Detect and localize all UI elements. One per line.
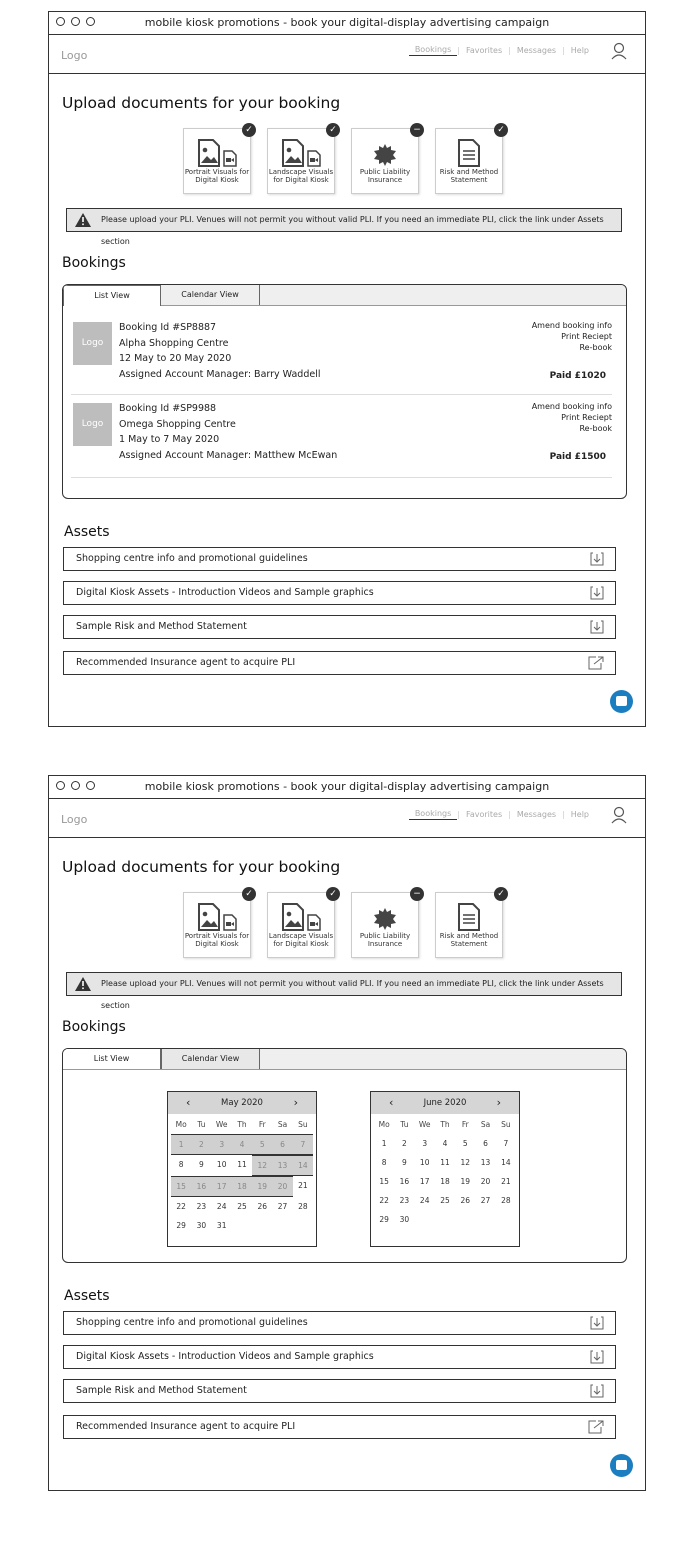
calendar-day[interactable]: 26: [257, 1202, 268, 1211]
rebook-link[interactable]: Re-book: [579, 424, 612, 433]
booking-item[interactable]: [71, 403, 612, 478]
navbar: [49, 799, 645, 838]
weekday-label: Mo: [175, 1120, 187, 1129]
calendar-day[interactable]: 29: [176, 1221, 186, 1230]
calendar-june: [370, 1091, 520, 1247]
logo[interactable]: Logo: [61, 49, 88, 62]
weekday-label: Th: [440, 1120, 450, 1129]
calendar-day[interactable]: 19: [460, 1177, 471, 1186]
nav-messages[interactable]: Messages: [516, 46, 557, 55]
calendar-day[interactable]: 13: [480, 1158, 491, 1167]
calendar-day[interactable]: 10: [419, 1158, 430, 1167]
nav-help[interactable]: Help: [570, 46, 589, 55]
download-icon[interactable]: [590, 620, 604, 634]
image-file-icon: [197, 903, 221, 931]
calendar-day[interactable]: 4: [232, 1134, 252, 1155]
calendar-day[interactable]: 21: [298, 1181, 308, 1190]
amend-booking-link[interactable]: Amend booking info: [531, 402, 612, 411]
booking-venue: Alpha Shopping Centre: [119, 337, 229, 349]
calendar-day[interactable]: 4: [442, 1139, 448, 1148]
booking-id: Booking Id #SP8887: [119, 322, 217, 333]
paid-amount: Paid £1020: [549, 371, 606, 381]
calendar-day[interactable]: 20: [480, 1177, 491, 1186]
booking-dates: 12 May to 20 May 2020: [119, 353, 232, 364]
logo[interactable]: Logo: [61, 813, 88, 826]
calendar-day[interactable]: 8: [178, 1160, 184, 1169]
external-link-icon[interactable]: [588, 1420, 604, 1434]
nav-favorites[interactable]: Favorites: [465, 810, 503, 819]
doc-card-risk-method-statement[interactable]: [435, 889, 505, 958]
amend-booking-link[interactable]: Amend booking info: [531, 321, 612, 330]
calendar-header: [168, 1092, 316, 1114]
doc-card-public-liability-insurance[interactable]: [351, 889, 421, 958]
video-file-icon: [307, 150, 321, 167]
image-file-icon: [281, 903, 305, 931]
asset-item[interactable]: [63, 1415, 616, 1439]
venue-logo: Logo: [73, 403, 112, 446]
tab-list-view[interactable]: List View: [63, 285, 161, 306]
external-link-icon[interactable]: [588, 656, 604, 670]
nav-help[interactable]: Help: [570, 810, 589, 819]
print-receipt-link[interactable]: Print Reciept: [561, 332, 612, 341]
asset-item[interactable]: [63, 651, 616, 675]
calendar-day[interactable]: 25: [440, 1196, 450, 1205]
window-list-view: [48, 11, 646, 727]
calendar-day[interactable]: 20: [272, 1176, 292, 1197]
title-bar: [49, 12, 645, 35]
bookings-panel: [62, 1048, 627, 1263]
asset-label: Sample Risk and Method Statement: [76, 621, 247, 632]
calendar-day[interactable]: 22: [379, 1196, 389, 1205]
calendar-day[interactable]: 18: [232, 1176, 252, 1197]
doc-label: Landscape Visuals for Digital Kiosk: [268, 168, 334, 184]
asset-label: Recommended Insurance agent to acquire PLI: [76, 657, 296, 668]
chevron-right-icon[interactable]: ›: [496, 1096, 501, 1109]
calendar-grid: [371, 1114, 519, 1231]
asset-item[interactable]: [63, 1345, 616, 1369]
calendar-day[interactable]: 31: [216, 1221, 227, 1230]
calendar-day[interactable]: 29: [379, 1215, 389, 1224]
calendar-day[interactable]: 5: [462, 1139, 468, 1148]
calendar-day[interactable]: 23: [196, 1202, 207, 1211]
weekday-label: Fr: [258, 1120, 266, 1129]
upload-heading: Upload documents for your booking: [62, 94, 341, 112]
bookings-heading: Bookings: [62, 255, 126, 271]
user-profile-icon[interactable]: [611, 806, 627, 824]
download-icon[interactable]: [590, 1316, 604, 1330]
calendar-header: [371, 1092, 519, 1114]
calendar-month: May 2020: [221, 1098, 263, 1108]
booking-actions: [532, 320, 612, 353]
video-file-icon: [223, 150, 237, 167]
calendar-day[interactable]: 18: [440, 1177, 450, 1186]
assets-heading: Assets: [64, 1288, 110, 1304]
minus-icon: −: [410, 887, 424, 901]
calendar-day[interactable]: 2: [191, 1134, 211, 1155]
doc-label: Risk and Method Statement: [439, 168, 499, 184]
weekday-label: We: [215, 1120, 228, 1129]
doc-card-public-liability-insurance[interactable]: [351, 125, 421, 194]
calendar-day[interactable]: 3: [422, 1139, 428, 1148]
doc-label: Portrait Visuals for Digital Kiosk: [184, 932, 250, 948]
asset-item[interactable]: [63, 581, 616, 605]
check-icon: ✓: [242, 123, 256, 137]
calendar-day[interactable]: 17: [212, 1176, 232, 1197]
calendar-day[interactable]: 16: [191, 1176, 211, 1197]
image-file-icon: [197, 139, 221, 167]
image-file-icon: [281, 139, 305, 167]
bookings-panel: [62, 284, 627, 499]
calendar-day[interactable]: 27: [277, 1202, 288, 1211]
calendar-grid: [168, 1114, 316, 1237]
document-icon: [457, 139, 481, 167]
weekday-label: Su: [298, 1120, 308, 1129]
calendar-day[interactable]: 22: [176, 1202, 186, 1211]
doc-card-risk-method-statement[interactable]: [435, 125, 505, 194]
calendar-day[interactable]: 6: [483, 1139, 488, 1148]
account-manager: Assigned Account Manager: Matthew McEwan: [119, 449, 338, 461]
alert-text: Please upload your PLI. Venues will not permit you without valid PLI. If you need an immediate PLI, click the link under Assets section: [101, 979, 604, 1010]
calendar-day[interactable]: 13: [272, 1155, 292, 1176]
check-icon: ✓: [494, 887, 508, 901]
weekday-label: Tu: [400, 1120, 409, 1129]
calendar-day[interactable]: 14: [293, 1155, 313, 1176]
document-cards: [183, 889, 505, 958]
asset-item[interactable]: [63, 1311, 616, 1335]
calendar-day[interactable]: 11: [440, 1158, 450, 1167]
chevron-left-icon[interactable]: ‹: [389, 1096, 394, 1109]
venue-logo: Logo: [73, 322, 112, 365]
certificate-seal-icon: [373, 143, 397, 167]
doc-label: Public Liability Insurance: [359, 168, 411, 184]
certificate-seal-icon: [373, 907, 397, 931]
asset-label: Digital Kiosk Assets - Introduction Videos and Sample graphics: [76, 1351, 374, 1362]
navbar: [49, 35, 645, 74]
window-calendar-view: [48, 775, 646, 1491]
calendar-day[interactable]: 9: [402, 1158, 407, 1167]
booking-details: [119, 401, 337, 463]
calendar-day[interactable]: 6: [272, 1134, 292, 1155]
rebook-link[interactable]: Re-book: [579, 343, 612, 352]
calendar-day[interactable]: 30: [399, 1215, 410, 1224]
booking-details: [119, 320, 320, 382]
calendar-day[interactable]: 28: [298, 1202, 308, 1211]
calendar-day[interactable]: 5: [252, 1134, 272, 1155]
calendar-day[interactable]: 1: [381, 1139, 387, 1148]
account-manager: Assigned Account Manager: Barry Waddell: [119, 368, 321, 380]
tab-calendar-view[interactable]: Calendar View: [161, 1049, 260, 1069]
pli-alert: [66, 972, 622, 1010]
tab-calendar-view[interactable]: Calendar View: [161, 285, 260, 305]
chevron-left-icon[interactable]: ‹: [186, 1096, 191, 1109]
video-file-icon: [223, 914, 237, 931]
check-icon: ✓: [326, 123, 340, 137]
calendar-day[interactable]: 2: [402, 1139, 407, 1148]
weekday-label: Fr: [461, 1120, 469, 1129]
calendar-day[interactable]: 21: [501, 1177, 511, 1186]
asset-item[interactable]: [63, 547, 616, 571]
calendar-may: [167, 1091, 317, 1247]
calendar-day[interactable]: 24: [419, 1196, 430, 1205]
calendar-day[interactable]: 17: [419, 1177, 430, 1186]
booking-actions: [532, 401, 612, 434]
warning-icon: [75, 213, 91, 227]
asset-item[interactable]: [63, 615, 616, 639]
asset-label: Digital Kiosk Assets - Introduction Videos and Sample graphics: [76, 587, 374, 598]
calendar-day[interactable]: 16: [399, 1177, 410, 1186]
chat-icon[interactable]: [610, 1454, 633, 1477]
calendar-day[interactable]: 12: [460, 1158, 471, 1167]
document-cards: [183, 125, 505, 194]
weekday-label: Mo: [378, 1120, 390, 1129]
document-icon: [457, 903, 481, 931]
calendar-day[interactable]: 7: [293, 1134, 313, 1155]
weekday-label: Sa: [480, 1120, 491, 1129]
calendar-day[interactable]: 28: [501, 1196, 511, 1205]
calendar-day[interactable]: 30: [196, 1221, 207, 1230]
asset-label: Sample Risk and Method Statement: [76, 1385, 247, 1396]
booking-item[interactable]: [71, 322, 612, 395]
doc-label: Portrait Visuals for Digital Kiosk: [184, 168, 250, 184]
nav-menu: Bookings | Favorites | Messages | Help: [409, 809, 595, 820]
calendar-day[interactable]: 3: [212, 1134, 232, 1155]
calendar-day[interactable]: 26: [460, 1196, 471, 1205]
calendar-month: June 2020: [423, 1098, 467, 1108]
minus-icon: −: [410, 123, 424, 137]
doc-card-portrait-visuals[interactable]: [183, 125, 253, 194]
calendar-day[interactable]: 9: [199, 1160, 204, 1169]
doc-label: Public Liability Insurance: [359, 932, 411, 948]
doc-card-portrait-visuals[interactable]: [183, 889, 253, 958]
booking-id: Booking Id #SP9988: [119, 403, 217, 414]
calendar-day[interactable]: 11: [237, 1160, 247, 1169]
doc-card-landscape-visuals[interactable]: [267, 125, 337, 194]
video-file-icon: [307, 914, 321, 931]
nav-bookings[interactable]: Bookings: [409, 809, 457, 820]
nav-menu: Bookings | Favorites | Messages | Help: [409, 45, 595, 56]
window-title: mobile kiosk promotions - book your digital-display advertising campaign: [144, 16, 550, 29]
chevron-right-icon[interactable]: ›: [293, 1096, 298, 1109]
calendar-day[interactable]: 8: [381, 1158, 387, 1167]
weekday-label: Th: [237, 1120, 247, 1129]
weekday-label: Sa: [277, 1120, 288, 1129]
nav-bookings[interactable]: Bookings: [409, 45, 457, 56]
calendar-day[interactable]: 24: [216, 1202, 227, 1211]
doc-label: Landscape Visuals for Digital Kiosk: [268, 932, 334, 948]
doc-card-landscape-visuals[interactable]: [267, 889, 337, 958]
calendar-day[interactable]: 15: [379, 1177, 389, 1186]
warning-icon: [75, 977, 91, 991]
doc-label: Risk and Method Statement: [439, 932, 499, 948]
booking-dates: 1 May to 7 May 2020: [119, 434, 220, 445]
calendar-day[interactable]: 7: [503, 1139, 509, 1148]
upload-heading: Upload documents for your booking: [62, 858, 341, 876]
calendar-day[interactable]: 12: [252, 1155, 272, 1176]
user-profile-icon[interactable]: [611, 42, 627, 60]
weekday-label: We: [418, 1120, 431, 1129]
asset-label: Recommended Insurance agent to acquire PLI: [76, 1421, 296, 1432]
chat-icon[interactable]: [610, 690, 633, 713]
check-icon: ✓: [494, 123, 508, 137]
asset-item[interactable]: [63, 1379, 616, 1403]
booking-venue: Omega Shopping Centre: [119, 418, 236, 430]
check-icon: ✓: [326, 887, 340, 901]
asset-label: Shopping centre info and promotional guidelines: [76, 553, 308, 564]
calendar-day[interactable]: 10: [216, 1160, 227, 1169]
download-icon[interactable]: [590, 1350, 604, 1364]
calendar-day[interactable]: 1: [171, 1134, 191, 1155]
nav-messages[interactable]: Messages: [516, 810, 557, 819]
calendar-day[interactable]: 19: [252, 1176, 272, 1197]
tab-list-view[interactable]: List View: [63, 1049, 161, 1069]
calendar-day[interactable]: 15: [171, 1176, 191, 1197]
download-icon[interactable]: [590, 552, 604, 566]
assets-heading: Assets: [64, 524, 110, 540]
weekday-label: Su: [501, 1120, 511, 1129]
calendar-day[interactable]: 14: [501, 1158, 511, 1167]
paid-amount: Paid £1500: [549, 452, 606, 462]
print-receipt-link[interactable]: Print Reciept: [561, 413, 612, 422]
check-icon: ✓: [242, 887, 256, 901]
weekday-label: Tu: [197, 1120, 206, 1129]
alert-text: Please upload your PLI. Venues will not permit you without valid PLI. If you need an immediate PLI, click the link under Assets section: [101, 215, 604, 246]
pli-alert: [66, 208, 622, 246]
download-icon[interactable]: [590, 1384, 604, 1398]
download-icon[interactable]: [590, 586, 604, 600]
view-tabs: [63, 1049, 626, 1070]
window-title: mobile kiosk promotions - book your digital-display advertising campaign: [144, 780, 550, 793]
calendar-day[interactable]: 27: [480, 1196, 491, 1205]
title-bar: [49, 776, 645, 799]
nav-favorites[interactable]: Favorites: [465, 46, 503, 55]
calendar-day[interactable]: 23: [399, 1196, 410, 1205]
bookings-heading: Bookings: [62, 1019, 126, 1035]
asset-label: Shopping centre info and promotional guidelines: [76, 1317, 308, 1328]
calendar-day[interactable]: 25: [237, 1202, 247, 1211]
view-tabs: [63, 285, 626, 306]
